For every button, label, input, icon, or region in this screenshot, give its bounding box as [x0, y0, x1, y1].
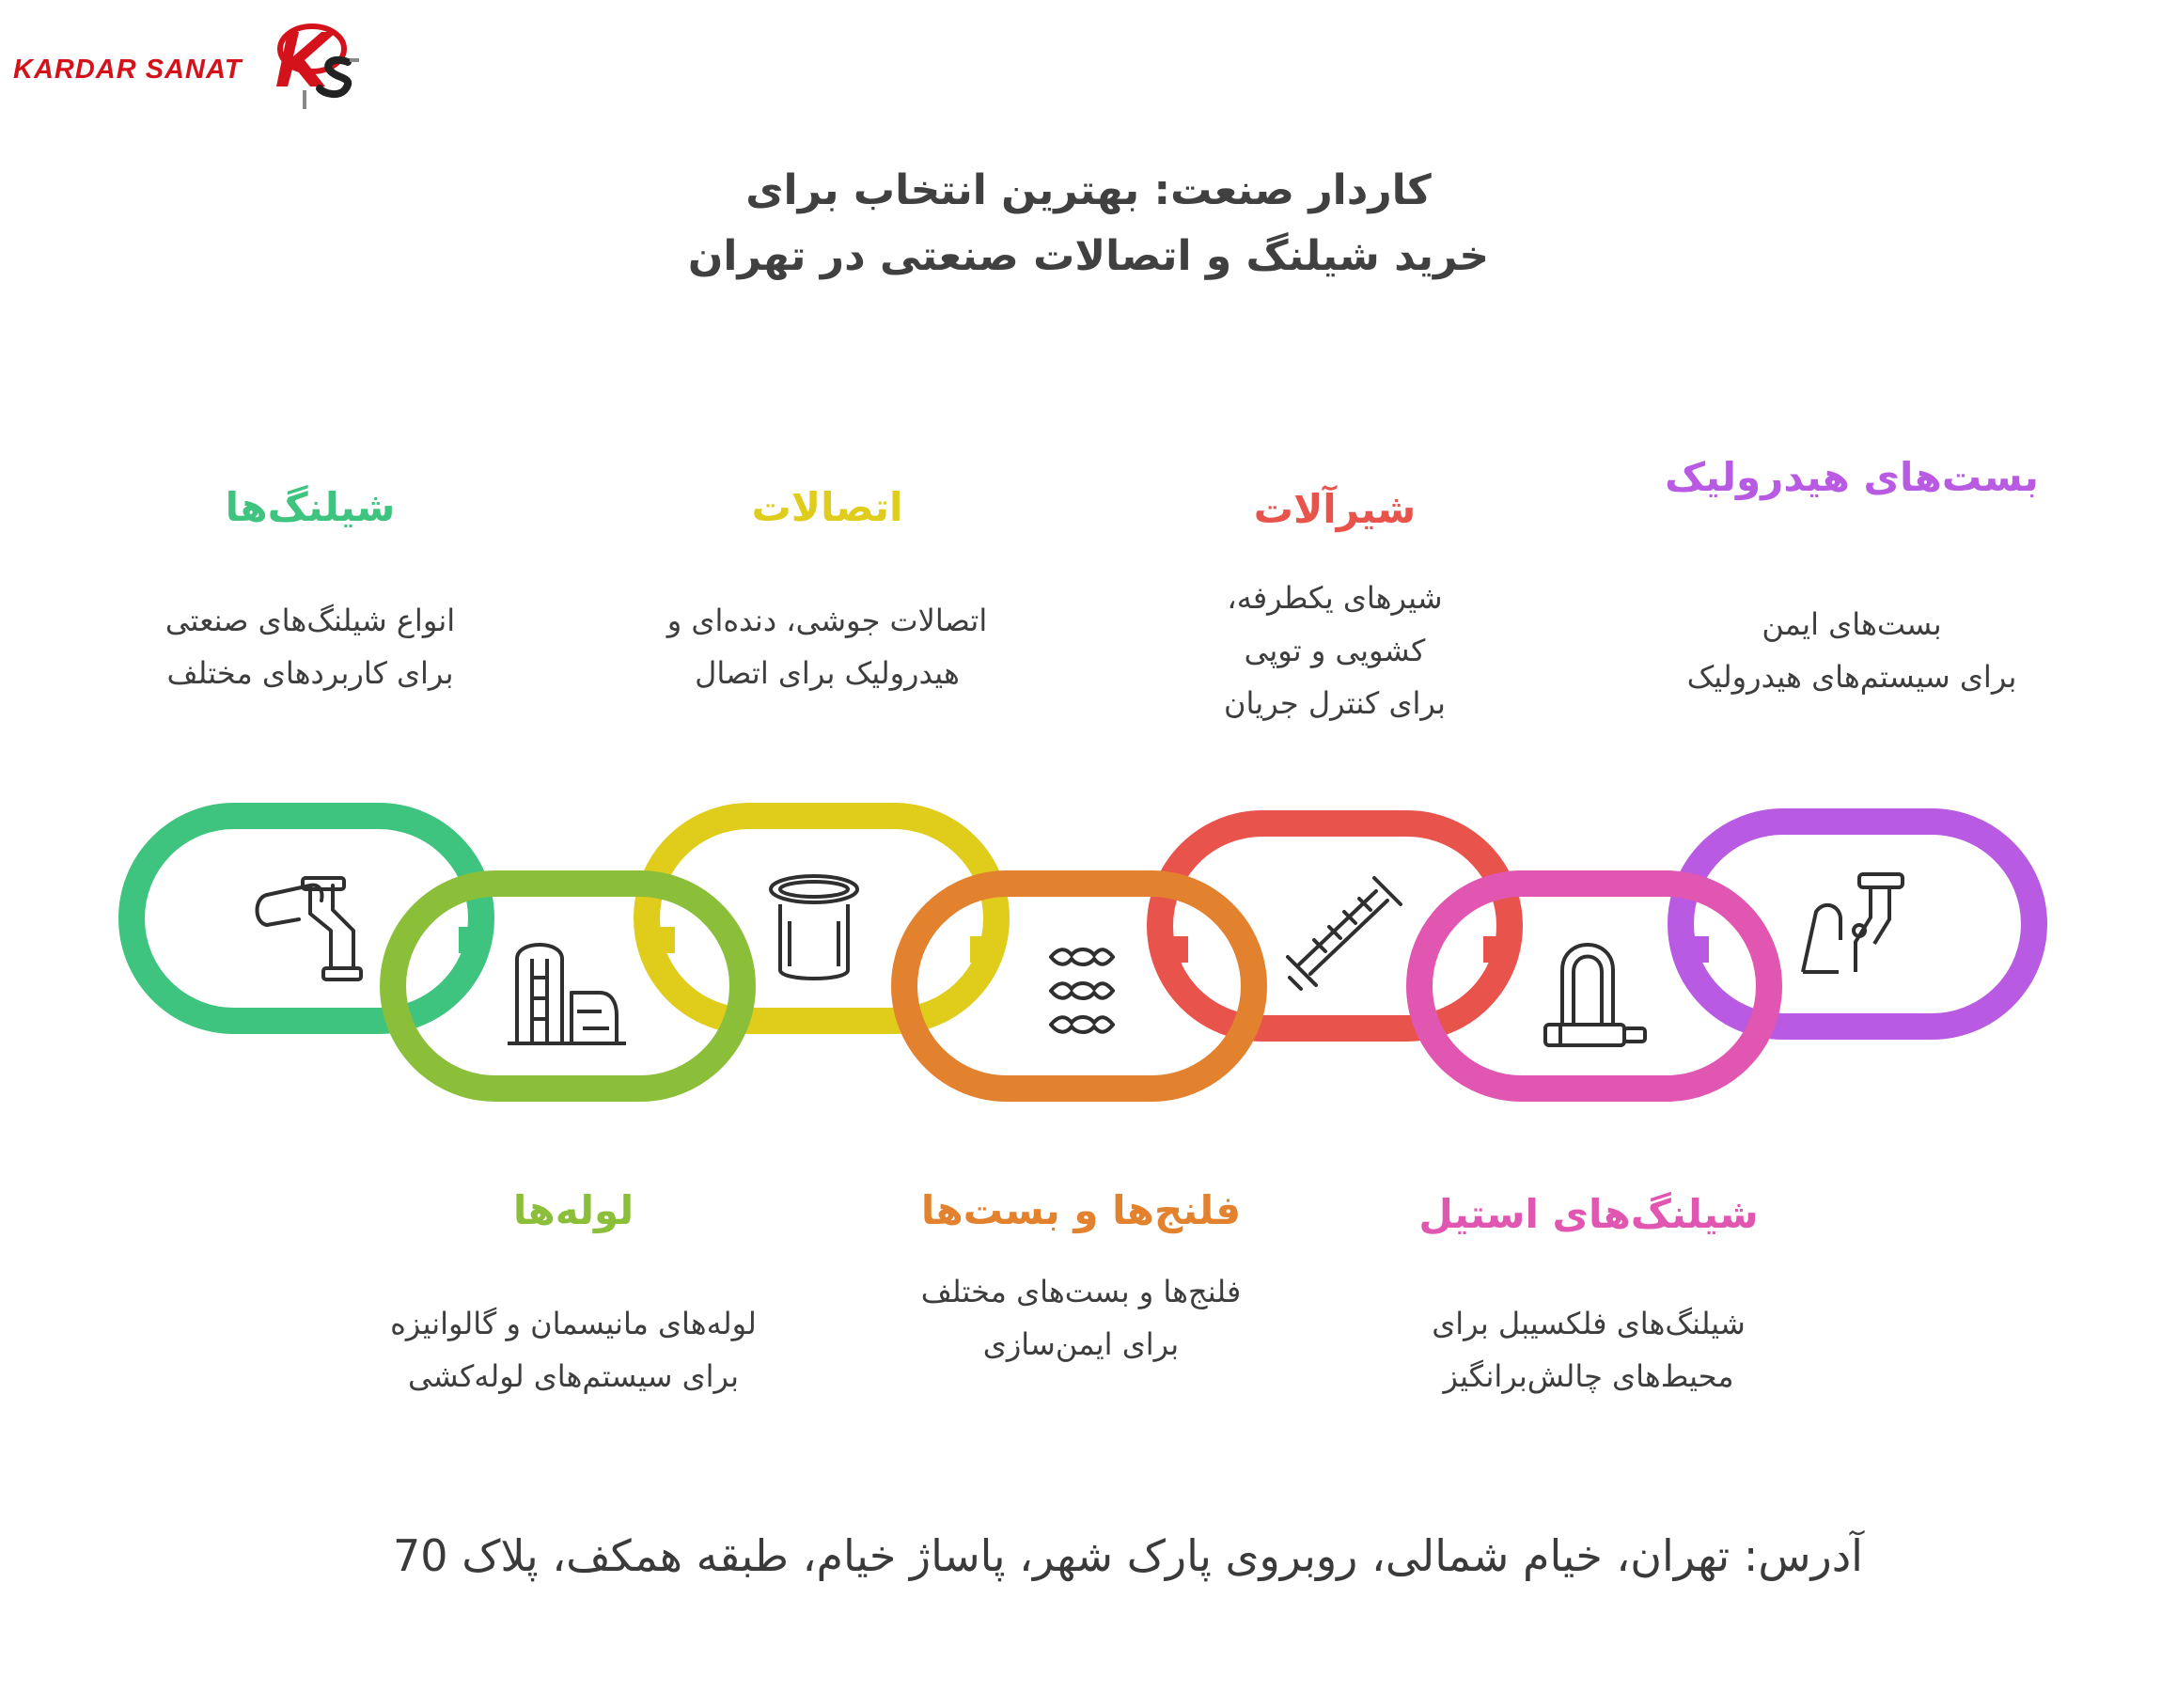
- pipes-icon: [508, 945, 626, 1043]
- heading-hydraulic-clamps: بست‌های هیدرولیک: [1665, 454, 2039, 500]
- description-fittings: اتصالات جوشی، دنده‌ای و هیدرولیک برای اتصال: [666, 603, 988, 691]
- pipe-fitting-icon: [771, 876, 857, 979]
- heading-steel-hoses: شیلنگ‌های استیل: [1418, 1191, 1759, 1237]
- steel-hose-icon: [1545, 945, 1645, 1045]
- heading-flanges: فلنج‌ها و بست‌ها: [920, 1187, 1242, 1233]
- heading-hoses: شیلنگ‌ها: [225, 484, 396, 530]
- logo-text: KARDAR SANAT: [13, 55, 243, 85]
- description-hoses: انواع شیلنگ‌های صنعتی برای کاربردهای مختلف: [164, 603, 456, 691]
- description-steel-hoses: شیلنگ‌های فلکسیبل برای محیط‌های چالش‌برانگیز: [1432, 1306, 1746, 1394]
- title-line-1: کاردار صنعت: بهترین انتخاب برای: [745, 166, 1432, 214]
- address-text: آدرس: تهران، خیام شمالی، روبروی پارک شهر، پاساژ خیام، طبقه همکف، پلاک 70: [393, 1530, 1863, 1581]
- chain-link-valves: [1160, 823, 1510, 1028]
- description-hydraulic-clamps: بست‌های ایمن برای سیستم‌های هیدرولیک: [1686, 606, 2017, 695]
- elbow-pipe-icon: [258, 878, 362, 979]
- title-line-2: خرید شیلنگ و اتصالات صنعتی در تهران: [687, 232, 1490, 280]
- heading-valves: شیرآلات: [1253, 486, 1417, 532]
- heading-fittings: اتصالات: [751, 484, 903, 530]
- hydraulic-clamp-icon: [1803, 874, 1903, 972]
- heading-pipes: لوله‌ها: [512, 1187, 634, 1233]
- description-flanges: فلنج‌ها و بست‌های مختلف برای ایمن‌سازی: [920, 1274, 1242, 1362]
- valve-icon: [1288, 878, 1401, 989]
- chain-ring-valves: [1160, 823, 1510, 1028]
- flange-clamps-icon: [1051, 949, 1113, 1032]
- description-pipes: لوله‌های مانیسمان و گالوانیزه برای سیستم‌های لوله‌کشی: [390, 1306, 757, 1394]
- description-valves: شیرهای یکطرفه، کشویی و توپی برای کنترل جریان: [1224, 580, 1446, 721]
